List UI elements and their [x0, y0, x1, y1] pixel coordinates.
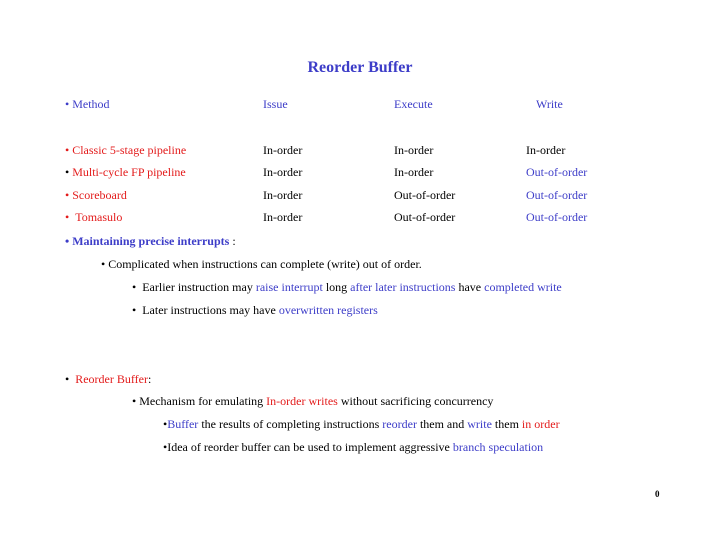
method-label: Scoreboard — [72, 188, 127, 202]
bullet: • — [132, 303, 137, 317]
point-text: Complicated when instructions can complete (write) out of order. — [108, 257, 422, 271]
header-write: Write — [536, 97, 563, 111]
text: after later instructions — [350, 280, 456, 294]
header-method — [65, 97, 110, 111]
heading-text: Maintaining precise interrupts — [72, 234, 230, 248]
method-label: Classic 5-stage pipeline — [72, 143, 187, 157]
bullet: • — [65, 234, 70, 248]
text: them — [491, 417, 522, 431]
table-cell-write: Out-of-order — [526, 188, 588, 202]
table-cell-issue: In-order — [263, 188, 303, 202]
bullet: • — [65, 372, 70, 386]
text: long — [322, 280, 351, 294]
table-cell-execute: Out-of-order — [394, 210, 456, 224]
bullet: • — [132, 394, 137, 408]
text: Later instructions may have — [142, 303, 279, 317]
precise-sub-point-1 — [132, 280, 562, 294]
table-cell-execute: Out-of-order — [394, 188, 456, 202]
text: write — [467, 417, 492, 431]
table-row-method — [65, 188, 127, 202]
reorder-buffer-heading — [65, 372, 151, 386]
header-method-label: Method — [72, 97, 110, 111]
bullet: • — [65, 210, 70, 224]
table-row-method — [65, 210, 122, 224]
bullet: • — [132, 280, 137, 294]
text: Mechanism for emulating — [139, 394, 267, 408]
heading-text: Reorder Buffer — [75, 372, 148, 386]
reorder-buffer-sub-point-2 — [163, 440, 543, 454]
bullet: • — [65, 97, 70, 111]
text: Buffer — [167, 417, 199, 431]
text: in order — [521, 417, 560, 431]
precise-interrupts-heading — [65, 234, 236, 248]
bullet: • — [101, 257, 106, 271]
method-label: Tomasulo — [75, 210, 123, 224]
bullet: • — [65, 143, 70, 157]
text: without sacrificing concurrency — [337, 394, 494, 408]
page-number: 0 — [655, 489, 660, 499]
bullet: • — [65, 188, 70, 202]
text: Earlier instruction may — [142, 280, 256, 294]
colon: : — [229, 234, 236, 248]
header-execute: Execute — [394, 97, 433, 111]
text: overwritten registers — [278, 303, 378, 317]
header-issue: Issue — [263, 97, 288, 111]
table-cell-issue: In-order — [263, 143, 303, 157]
table-cell-issue: In-order — [263, 210, 303, 224]
text: Idea of reorder buffer can be used to implement aggressive — [167, 440, 453, 454]
text: them and — [416, 417, 468, 431]
text: In-order writes — [266, 394, 338, 408]
text: the results of completing instructions — [198, 417, 383, 431]
method-label: Multi-cycle FP pipeline — [72, 165, 186, 179]
table-cell-execute: In-order — [394, 165, 434, 179]
table-row-method — [65, 143, 186, 157]
reorder-buffer-point — [132, 394, 493, 408]
precise-point — [101, 257, 422, 271]
page-title: Reorder Buffer — [307, 59, 413, 76]
table-cell-write: Out-of-order — [526, 165, 588, 179]
table-row-method — [65, 165, 186, 179]
text: reorder — [382, 417, 417, 431]
table-cell-write: Out-of-order — [526, 210, 588, 224]
text: completed write — [484, 280, 562, 294]
bullet: • — [163, 417, 168, 431]
bullet: • — [163, 440, 168, 454]
bullet: • — [65, 165, 70, 179]
table-cell-write: In-order — [526, 143, 566, 157]
text: have — [455, 280, 485, 294]
table-cell-execute: In-order — [394, 143, 434, 157]
text: branch speculation — [452, 440, 544, 454]
table-cell-issue: In-order — [263, 165, 303, 179]
colon: : — [147, 372, 152, 386]
precise-sub-point-2 — [132, 303, 378, 317]
reorder-buffer-sub-point-1 — [163, 417, 560, 431]
text: raise interrupt — [255, 280, 323, 294]
